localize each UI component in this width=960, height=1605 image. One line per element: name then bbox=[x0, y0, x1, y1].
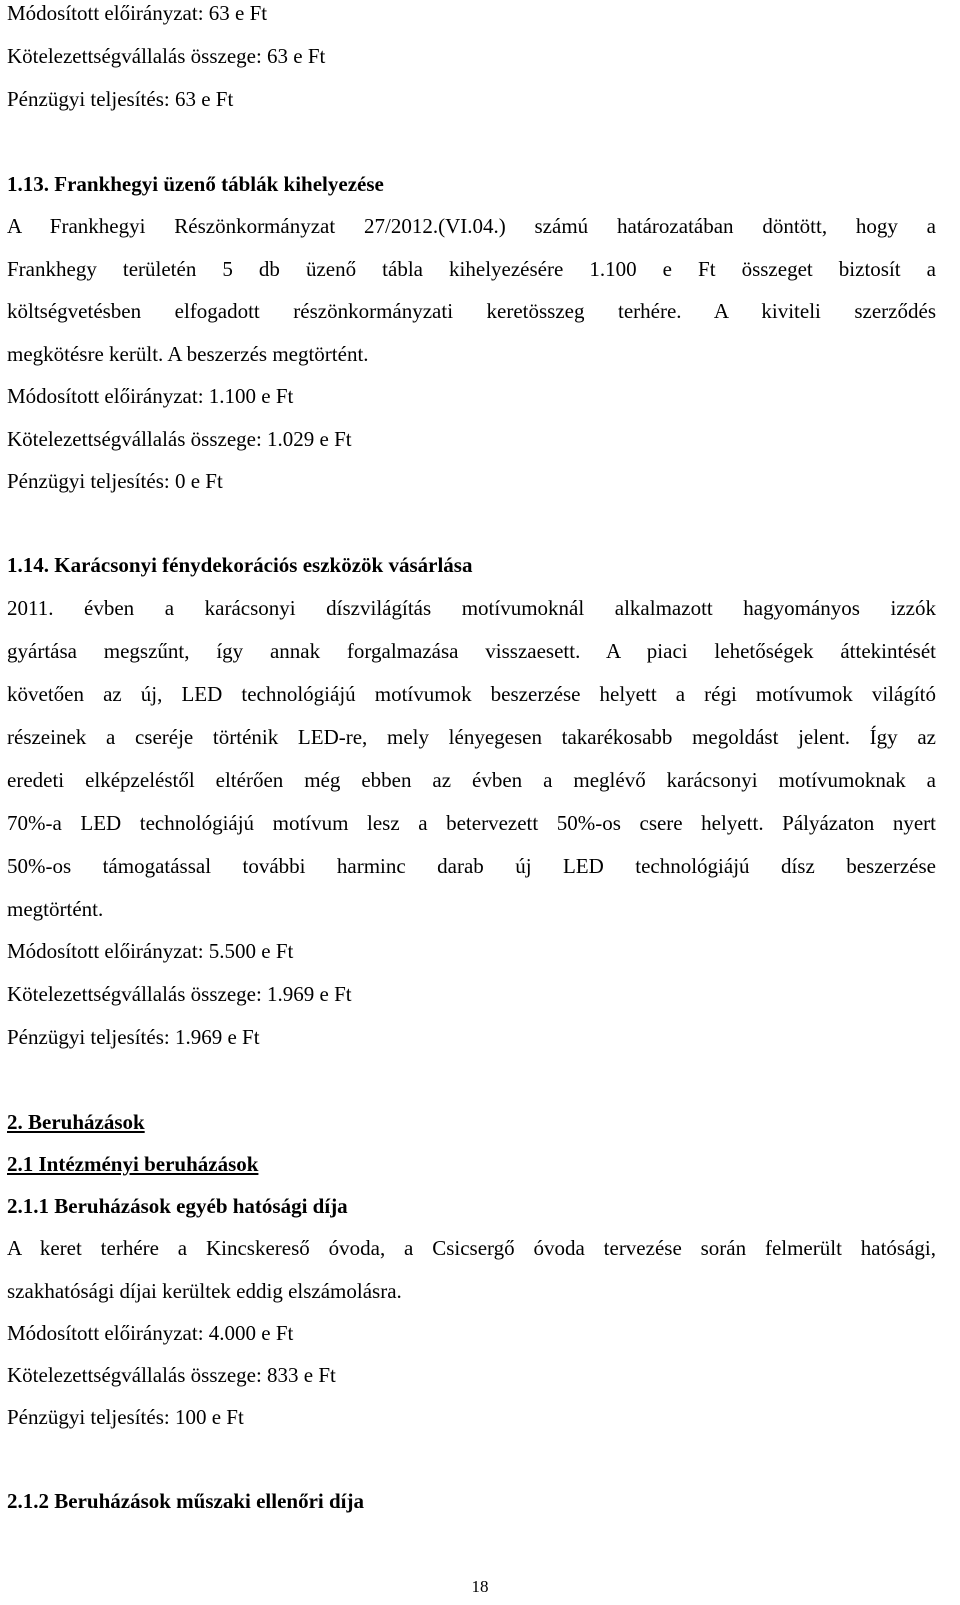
paragraph-line: A Frankhegyi Részönkormányzat 27/2012.(VI.04.) számú határozatában döntött, hogy a bbox=[7, 214, 936, 238]
subsection-heading-2-1-1: 2.1.1 Beruházások egyéb hatósági díja bbox=[7, 1194, 348, 1218]
commitment-amount-line: Kötelezettségvállalás összege: 63 e Ft bbox=[7, 44, 326, 68]
paragraph-line: eredeti elképzeléstől eltérően még ebben az évben a meglévő karácsonyi motívumoknak a bbox=[7, 768, 936, 792]
financial-performance-line: Pénzügyi teljesítés: 63 e Ft bbox=[7, 87, 234, 111]
paragraph-line: Frankhegy területén 5 db üzenő tábla kihelyezésére 1.100 e Ft összeget biztosít a bbox=[7, 257, 936, 281]
paragraph-line: 2011. évben a karácsonyi díszvilágítás motívumoknál alkalmazott hagyományos izzók bbox=[7, 596, 936, 620]
paragraph-line: költségvetésben elfogadott részönkormányzati keretösszeg terhére. A kiviteli szerződés bbox=[7, 299, 936, 323]
commitment-amount-line: Kötelezettségvállalás összege: 1.029 e Ft bbox=[7, 427, 352, 451]
financial-performance-line: Pénzügyi teljesítés: 100 e Ft bbox=[7, 1405, 244, 1429]
paragraph-line: 50%-os támogatással további harminc darab új LED technológiájú dísz beszerzése bbox=[7, 854, 936, 878]
modified-appropriation-line: Módosított előirányzat: 4.000 e Ft bbox=[7, 1321, 294, 1345]
subsection-heading-2-1: 2.1 Intézményi beruházások bbox=[7, 1152, 259, 1176]
page-number: 18 bbox=[471, 1577, 489, 1596]
subsection-heading-2-1-2: 2.1.2 Beruházások műszaki ellenőri díja bbox=[7, 1489, 365, 1513]
financial-performance-line: Pénzügyi teljesítés: 0 e Ft bbox=[7, 469, 223, 493]
paragraph-line: megtörtént. bbox=[7, 897, 104, 921]
paragraph-line: követően az új, LED technológiájú motívumok beszerzése helyett a régi motívumok világító bbox=[7, 682, 936, 706]
modified-appropriation-line: Módosított előirányzat: 5.500 e Ft bbox=[7, 939, 294, 963]
commitment-amount-line: Kötelezettségvállalás összege: 1.969 e Ft bbox=[7, 982, 352, 1006]
modified-appropriation-line: Módosított előirányzat: 63 e Ft bbox=[7, 1, 268, 25]
section-heading-1-14: 1.14. Karácsonyi fénydekorációs eszközök vásárlása bbox=[7, 553, 473, 577]
commitment-amount-line: Kötelezettségvállalás összege: 833 e Ft bbox=[7, 1363, 336, 1387]
paragraph-line: A keret terhére a Kincskereső óvoda, a Csicsergő óvoda tervezése során felmerült hatósági, bbox=[7, 1236, 936, 1260]
financial-performance-line: Pénzügyi teljesítés: 1.969 e Ft bbox=[7, 1025, 260, 1049]
paragraph-line: részeinek a cseréje történik LED-re, mely lényegesen takarékosabb megoldást jelent. Így az bbox=[7, 725, 936, 749]
paragraph-line: 70%-a LED technológiájú motívum lesz a betervezett 50%-os csere helyett. Pályázaton nyert bbox=[7, 811, 936, 835]
modified-appropriation-line: Módosított előirányzat: 1.100 e Ft bbox=[7, 384, 294, 408]
section-heading-2: 2. Beruházások bbox=[7, 1110, 145, 1134]
paragraph-line: gyártása megszűnt, így annak forgalmazása visszaesett. A piaci lehetőségek áttekintését bbox=[7, 639, 936, 663]
paragraph-line: szakhatósági díjai kerültek eddig elszámolásra. bbox=[7, 1279, 402, 1303]
section-heading-1-13: 1.13. Frankhegyi üzenő táblák kihelyezése bbox=[7, 172, 384, 196]
paragraph-line: megkötésre került. A beszerzés megtörtént. bbox=[7, 342, 369, 366]
